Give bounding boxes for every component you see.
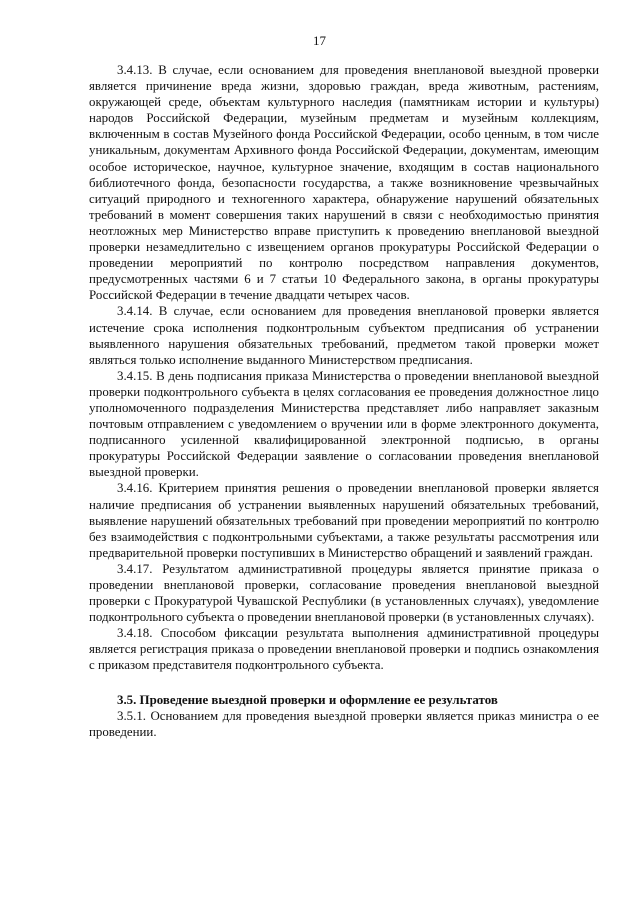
paragraph-3-4-16: 3.4.16. Критерием принятия решения о проведении внеплановой проверки является наличие предписания об устранении выявленных нарушений обязательных требований, выявление нарушений обязательных требований при проведении мероприятий по контролю без взаимодействия с подконтрольными субъектами, а также результаты рассмотрения или предварительной проверки поступивших в Министерство обращений и заявлений граждан. xyxy=(89,481,599,560)
paragraph-3-4-17: 3.4.17. Результатом административной процедуры является принятие приказа о проведении внеплановой проверки, согласование проведения внеплановой выездной проверки с Прокуратурой Чувашской Республики (в установленных случаях), уведомление подконтрольного субъекта о проведении внеплановой проверки (в установленных случаях). xyxy=(89,561,599,625)
paragraph-3-4-13: 3.4.13. В случае, если основанием для проведения внеплановой выездной проверки является причинение вреда жизни, здоровью граждан, вреда животным, растениям, окружающей среде, объектам культурного наследия (памятникам истории и культуры) народов Российской Федерации, музейным предметам и музейным коллекциям, включенным в состав Музейного фонда Российской Федерации, особо ценным, в том числе уникальным, документам Архивного фонда Российской Федерации, документам, имеющим особое историческое, научное, культурное значение, входящим в состав национального библиотечного фонда, безопасности государства, а также возникновение чрезвычайных ситуаций природного и техногенного характера, обнаружение нарушений обязательных требований в момент совершения таких нарушений в связи с необходимостью принятия неотложных мер Министерство вправе приступить к проведению внеплановой выездной проверки незамедлительно с извещением органов прокуратуры Российской Федерации о проведении мероприятий по контролю посредством направления документов, предусмотренных частями 6 и 7 статьи 10 Федерального закона, в органы прокуратуры Российской Федерации в течение двадцати четырех часов. xyxy=(89,63,599,303)
paragraph-3-5-1: 3.5.1. Основанием для проведения выездной проверки является приказ министра о ее проведении. xyxy=(89,708,599,739)
paragraph-3-4-14: 3.4.14. В случае, если основанием для проведения внеплановой проверки является истечение срока исполнения подконтрольным субъектом предписания об устранении выявленного нарушения обязательных требований, предметом такой проверки может являться только исполнение выданного Министерством предписания. xyxy=(89,304,599,367)
paragraph-3-4-18: 3.4.18. Способом фиксации результата выполнения административной процедуры является регистрация приказа о проведении внеплановой проверки и подпись ознакомления с приказом представителя подконтрольного субъекта. xyxy=(89,626,599,673)
document-body xyxy=(89,62,599,740)
section-heading-3-5: 3.5. Проведение выездной проверки и оформление ее результатов xyxy=(117,692,498,707)
paragraph-3-4-15: 3.4.15. В день подписания приказа Министерства о проведении внеплановой выездной проверки подконтрольного субъекта в целях согласования ее проведения должностное лицо уполномоченного подразделения Министерства представляет либо направляет заказным почтовым отправлением с уведомлением о вручении или в форме электронного документа, подписанного усиленной квалифицированной электронной подписью, в органы прокуратуры Российской Федерации заявление о согласовании проведения внеплановой выездной проверки. xyxy=(89,368,599,480)
page-number: 17 xyxy=(313,33,326,48)
